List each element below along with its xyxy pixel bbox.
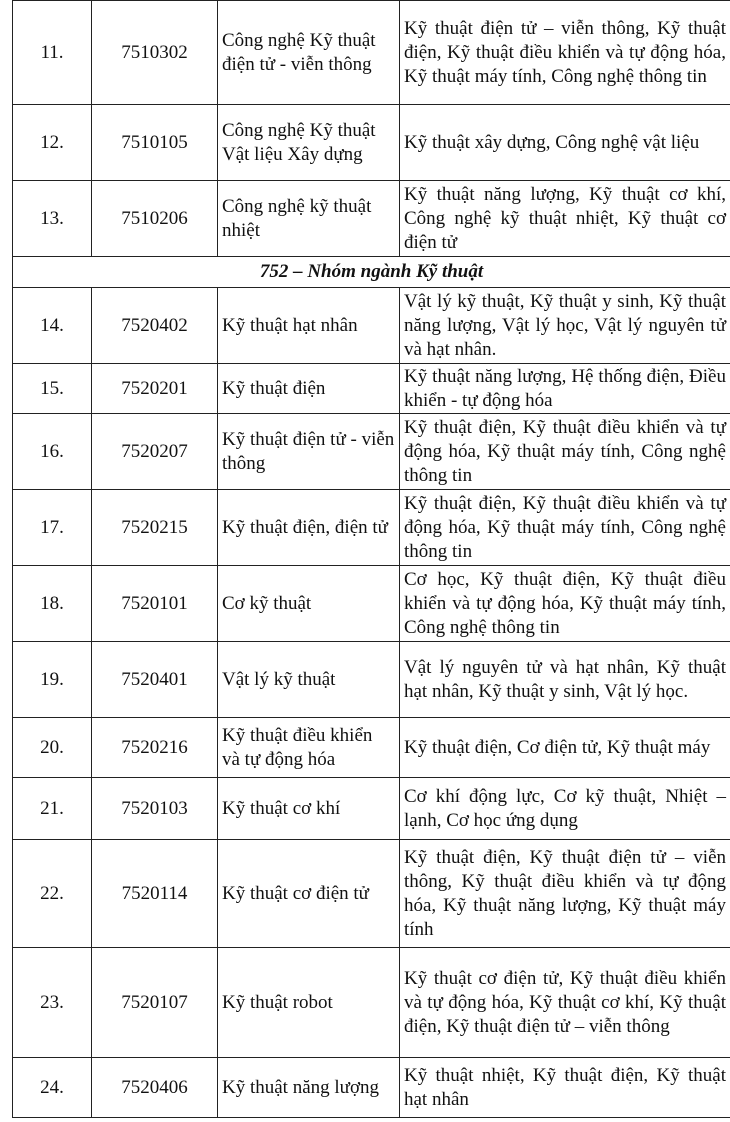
major-name: Kỹ thuật điện tử - viễn thông — [218, 414, 400, 490]
related-majors: Vật lý nguyên tử và hạt nhân, Kỹ thuật hạt nhân, Kỹ thuật y sinh, Vật lý học. — [400, 642, 730, 718]
major-code: 7510206 — [92, 181, 218, 257]
related-majors: Kỹ thuật điện, Kỹ thuật điện tử – viễn thông, Kỹ thuật điều khiển và tự động hóa, Kỹ thuật năng lượng, Kỹ thuật máy tính — [400, 840, 730, 948]
major-name: Kỹ thuật cơ khí — [218, 778, 400, 840]
major-code: 7510105 — [92, 105, 218, 181]
related-majors: Kỹ thuật xây dựng, Công nghệ vật liệu — [400, 105, 730, 181]
row-number: 14. — [13, 288, 92, 364]
group-heading: 752 – Nhóm ngành Kỹ thuật — [13, 257, 730, 288]
major-name: Kỹ thuật cơ điện tử — [218, 840, 400, 948]
major-code: 7510302 — [92, 1, 218, 105]
row-number: 24. — [13, 1058, 92, 1118]
majors-table — [12, 0, 730, 1118]
related-majors: Vật lý kỹ thuật, Kỹ thuật y sinh, Kỹ thuật năng lượng, Vật lý học, Vật lý nguyên tử và hạt nhân. — [400, 288, 730, 364]
table-row — [13, 105, 730, 181]
related-majors: Cơ khí động lực, Cơ kỹ thuật, Nhiệt – lạnh, Cơ học ứng dụng — [400, 778, 730, 840]
group-heading-section — [13, 257, 730, 288]
table-row — [13, 948, 730, 1058]
major-code: 7520402 — [92, 288, 218, 364]
major-name: Vật lý kỹ thuật — [218, 642, 400, 718]
major-name: Công nghệ Kỹ thuật Vật liệu Xây dựng — [218, 105, 400, 181]
row-number: 18. — [13, 566, 92, 642]
row-number: 22. — [13, 840, 92, 948]
related-majors: Kỹ thuật nhiệt, Kỹ thuật điện, Kỹ thuật hạt nhân — [400, 1058, 730, 1118]
major-code: 7520207 — [92, 414, 218, 490]
major-name: Kỹ thuật hạt nhân — [218, 288, 400, 364]
table-body-upper — [13, 1, 730, 257]
major-name: Công nghệ Kỹ thuật điện tử - viễn thông — [218, 1, 400, 105]
related-majors: Kỹ thuật điện, Kỹ thuật điều khiển và tự động hóa, Kỹ thuật máy tính, Công nghệ thông tin — [400, 490, 730, 566]
row-number: 12. — [13, 105, 92, 181]
major-name: Kỹ thuật năng lượng — [218, 1058, 400, 1118]
table-row — [13, 566, 730, 642]
major-code: 7520215 — [92, 490, 218, 566]
related-majors: Cơ học, Kỹ thuật điện, Kỹ thuật điều khiển và tự động hóa, Kỹ thuật máy tính, Công nghệ thông tin — [400, 566, 730, 642]
table-body-lower — [13, 288, 730, 1118]
related-majors: Kỹ thuật điện tử – viễn thông, Kỹ thuật điện, Kỹ thuật điều khiển và tự động hóa, Kỹ thuật máy tính, Công nghệ thông tin — [400, 1, 730, 105]
major-name: Công nghệ kỹ thuật nhiệt — [218, 181, 400, 257]
major-code: 7520216 — [92, 718, 218, 778]
major-code: 7520401 — [92, 642, 218, 718]
table-row — [13, 414, 730, 490]
row-number: 23. — [13, 948, 92, 1058]
major-name: Kỹ thuật điện — [218, 364, 400, 414]
row-number: 13. — [13, 181, 92, 257]
major-code: 7520107 — [92, 948, 218, 1058]
major-code: 7520103 — [92, 778, 218, 840]
major-code: 7520201 — [92, 364, 218, 414]
table-row — [13, 778, 730, 840]
table-row — [13, 642, 730, 718]
table-row — [13, 1, 730, 105]
row-number: 20. — [13, 718, 92, 778]
row-number: 11. — [13, 1, 92, 105]
row-number: 16. — [13, 414, 92, 490]
table-row — [13, 718, 730, 778]
major-name: Cơ kỹ thuật — [218, 566, 400, 642]
major-code: 7520101 — [92, 566, 218, 642]
table-row — [13, 288, 730, 364]
related-majors: Kỹ thuật điện, Kỹ thuật điều khiển và tự động hóa, Kỹ thuật máy tính, Công nghệ thông tin — [400, 414, 730, 490]
major-name: Kỹ thuật điều khiển và tự động hóa — [218, 718, 400, 778]
group-heading-row — [13, 257, 730, 288]
major-code: 7520406 — [92, 1058, 218, 1118]
table-row — [13, 1058, 730, 1118]
table-row — [13, 181, 730, 257]
major-name: Kỹ thuật điện, điện tử — [218, 490, 400, 566]
row-number: 15. — [13, 364, 92, 414]
related-majors: Kỹ thuật điện, Cơ điện tử, Kỹ thuật máy — [400, 718, 730, 778]
major-name: Kỹ thuật robot — [218, 948, 400, 1058]
major-code: 7520114 — [92, 840, 218, 948]
row-number: 19. — [13, 642, 92, 718]
row-number: 17. — [13, 490, 92, 566]
related-majors: Kỹ thuật năng lượng, Hệ thống điện, Điều khiển - tự động hóa — [400, 364, 730, 414]
related-majors: Kỹ thuật cơ điện tử, Kỹ thuật điều khiển và tự động hóa, Kỹ thuật cơ khí, Kỹ thuật điện, Kỹ thuật điện tử – viễn thông — [400, 948, 730, 1058]
related-majors: Kỹ thuật năng lượng, Kỹ thuật cơ khí, Công nghệ kỹ thuật nhiệt, Kỹ thuật cơ điện tử — [400, 181, 730, 257]
table-row — [13, 364, 730, 414]
row-number: 21. — [13, 778, 92, 840]
table-row — [13, 840, 730, 948]
table-row — [13, 490, 730, 566]
